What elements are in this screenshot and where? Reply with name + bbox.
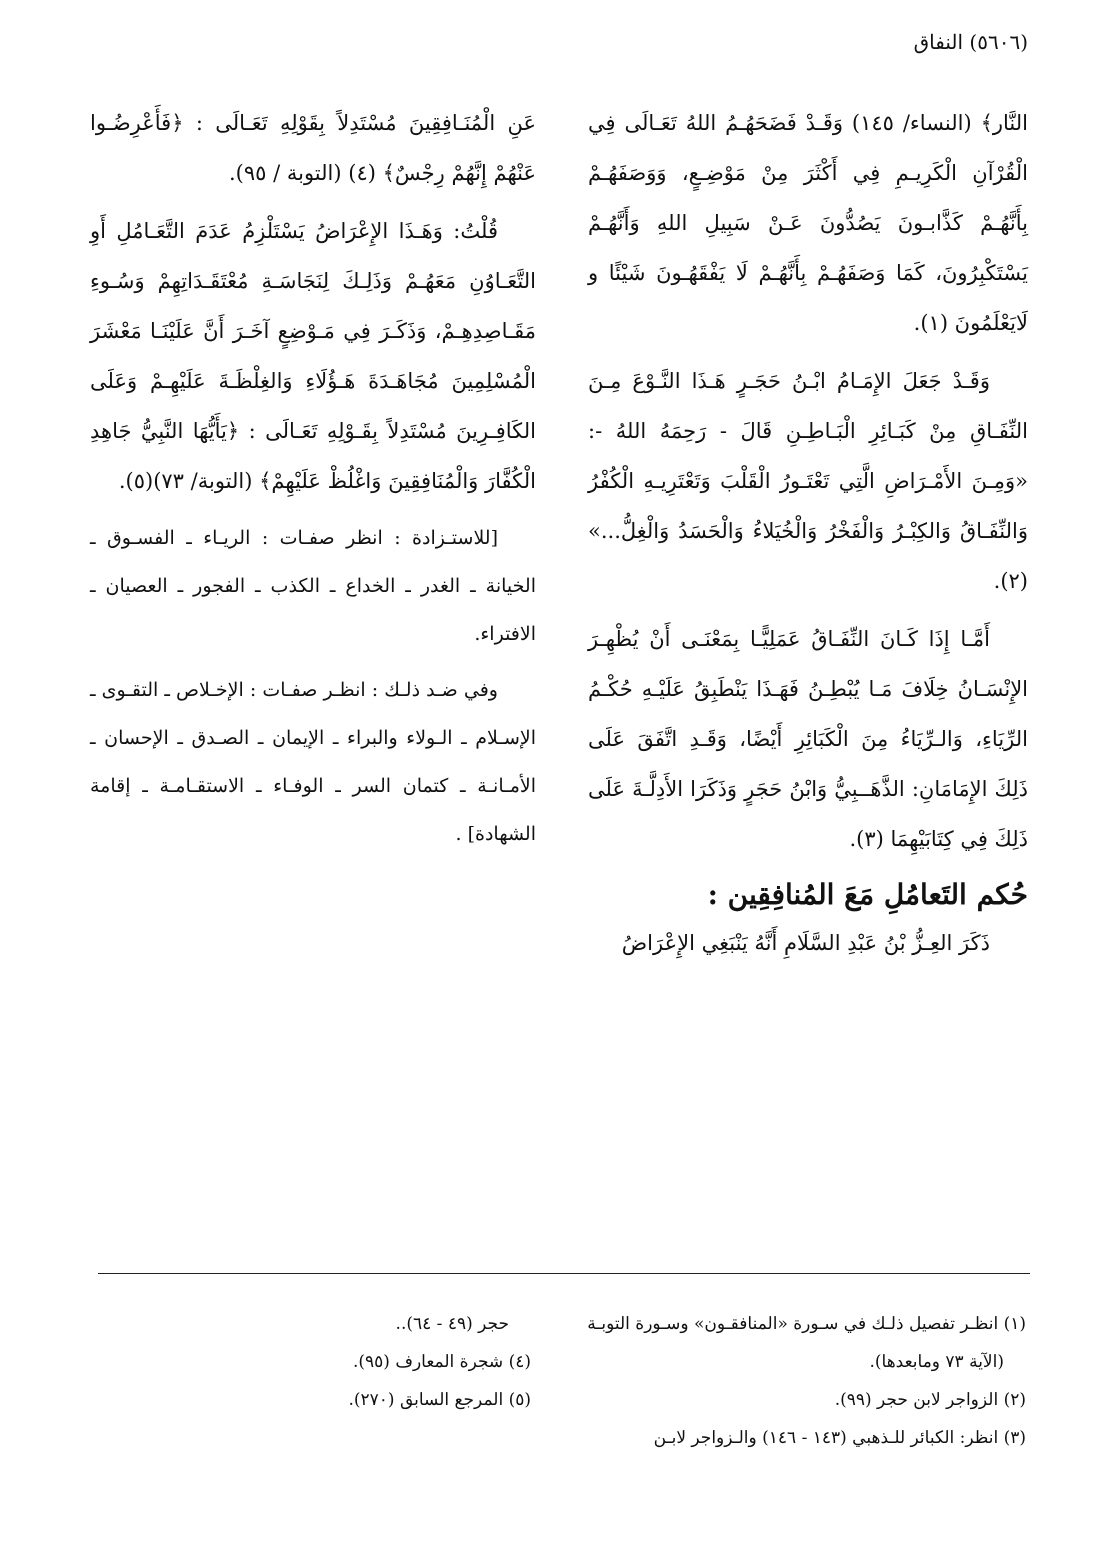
footnotes-left — [91, 1305, 531, 1419]
footnote-continuation: حجر (٤٩ - ٦٤).. — [395, 1314, 509, 1334]
page-number: (٥٦٠٦) — [969, 30, 1028, 54]
footnote: (١) انظـر تفصيل ذلـك في سـورة «المنافقـون» وسـورة التوبـة — [587, 1314, 1026, 1334]
right-column — [588, 98, 1028, 976]
paragraph: ذَكَرَ العِـزُّ بْنُ عَبْدِ السَّلَامِ أَنَّهُ يَنْبَغِي الإِعْرَاضُ — [621, 931, 990, 955]
left-column — [90, 98, 536, 866]
footnotes-right — [586, 1305, 1026, 1457]
paragraph: أَمَّـا إِذَا كَـانَ النِّفَـاقُ عَمَلِيًّـا بِمَعْنَـى أَنْ يُظْهِـرَ الإِنْسَـانُ خِلَافَ مَـا يُبْطِـنُ فَهَـذَا يَنْطَبِقُ عَلَيْـهِ حُكْـمُ الرِّيَاءِ، وَالـرِّيَاءُ مِنَ الْكَبَائِرِ أَيْضًا، وَقَـدِ اتَّفَقَ عَلَى ذَلِكَ الإِمَامَانِ: الذَّهَــبِيُّ وَابْنُ حَجَرٍ وَذَكَرَا الأَدِلَّـةَ عَلَى ذَلِكَ فِي كِتَابَيْهِمَا (٣). — [588, 627, 1028, 851]
footnote: (٢) الزواجر لابن حجر (٩٩). — [834, 1390, 1026, 1410]
paragraph: عَنِ الْمُنَـافِقِينَ مُسْتَدِلاً بِقَوْلِهِ تَعَـالَى : ﴿فَأَعْرِضُـوا عَنْهُمْ إِنَّهُمْ رِجْسٌ﴾ (٤) (التوبة / ٩٥). — [90, 111, 536, 185]
see-also-paragraph: وفي ضـد ذلـك : انظـر صفـات : الإخـلاص ـ التقـوى ـ الإسـلام ـ الـولاء والبراء ـ الإيمان ـ الصـدق ـ الإحسان ـ الأمـانـة ـ كتمان السر ـ الوفـاء ـ الاستقـامـة ـ إقامة الشهادة] . — [90, 679, 536, 845]
paragraph: قُلْتُ: وَهَـذَا الإِعْرَاضُ يَسْتَلْزِمُ عَدَمَ التَّعَـامُلِ أَوِ التَّعَـاوُنِ مَعَهُـمْ وَذَلِـكَ لِنَجَاسَـةِ مُعْتَقَـدَاتِهِمْ وَسُـوءِ مَقَـاصِدِهِـمْ، وَذَكَـرَ فِي مَـوْضِعٍ آخَـرَ أَنَّ عَلَيْنَـا مَعْشَرَ الْمُسْلِمِينَ مُجَاهَـدَةَ هَـؤُلَاءِ وَالغِلْظَـةَ عَلَيْهِـمْ وَعَلَى الكَافِـرِينَ مُسْتَدِلاً بِقَـوْلِهِ تَعَـالَى : ﴿يَأَيُّهَا النَّبِيُّ جَاهِدِ الْكُفَّارَ وَالْمُنَافِقِينَ وَاغْلُظْ عَلَيْهِمْ﴾ (التوبة/ ٧٣)(٥). — [90, 219, 536, 493]
page-header — [914, 30, 1028, 54]
paragraph: النَّار﴾ (النساء/ ١٤٥) وَقَـدْ فَضَحَهُـمُ اللهُ تَعَـالَى فِي الْقُرْآنِ الْكَرِيـمِ فِي أَكْثَرَ مِنْ مَوْضِـعٍ، وَوَصَفَهُـمْ بِأَنَّهُـمْ كَذَّابـونَ يَصُدُّونَ عَـنْ سَبِيلِ اللهِ وَأَنَّهُـمْ يَسْتَكْبِرُونَ، كَمَا وَصَفَهُـمْ بِأَنَّهُـمْ لَا يَفْقَهُـونَ شَيْئًا و لَايَعْلَمُونَ (١). — [588, 111, 1029, 335]
section-heading: حُكم التَعامُلِ مَعَ المُنافِقِين : — [707, 878, 1028, 911]
footnote: (٤) شجرة المعارف (٩٥). — [352, 1352, 531, 1372]
footnote-divider — [98, 1273, 1030, 1274]
footnote-continuation: (الآية ٧٣ ومابعدها). — [869, 1352, 1004, 1372]
see-also-paragraph: [للاستـزادة : انظر صفـات : الريـاء ـ الفسـوق ـ الخيانة ـ الغدر ـ الخداع ـ الكذب ـ الفجور ـ العصيان ـ الافتراء. — [90, 527, 536, 645]
footnote: (٥) المرجع السابق (٢٧٠). — [348, 1390, 531, 1410]
paragraph: وَقَـدْ جَعَلَ الإِمَـامُ ابْـنُ حَجَـرٍ هَـذَا النَّـوْعَ مِـنَ النِّفَـاقِ مِنْ كَبَـائِرِ الْبَـاطِـنِ قَالَ - رَحِمَهُ اللهُ -: «وَمِـنَ الأَمْـرَاضِ الَّتِي تَعْتَـورُ الْقَلْبَ وَتَعْتَرِيـهِ الْكُفْرُ وَالنِّفَـاقُ وَالكِبْـرُ وَالْفَخْرُ وَالْخُيَلاءُ وَالْحَسَدُ وَالْغِلُّ...» (٢). — [588, 369, 1028, 593]
footnote: (٣) انظر: الكبائر للـذهبي (١٤٣ - ١٤٦) والـزواجر لابـن — [653, 1428, 1026, 1448]
chapter-title: النفاق — [913, 30, 964, 54]
